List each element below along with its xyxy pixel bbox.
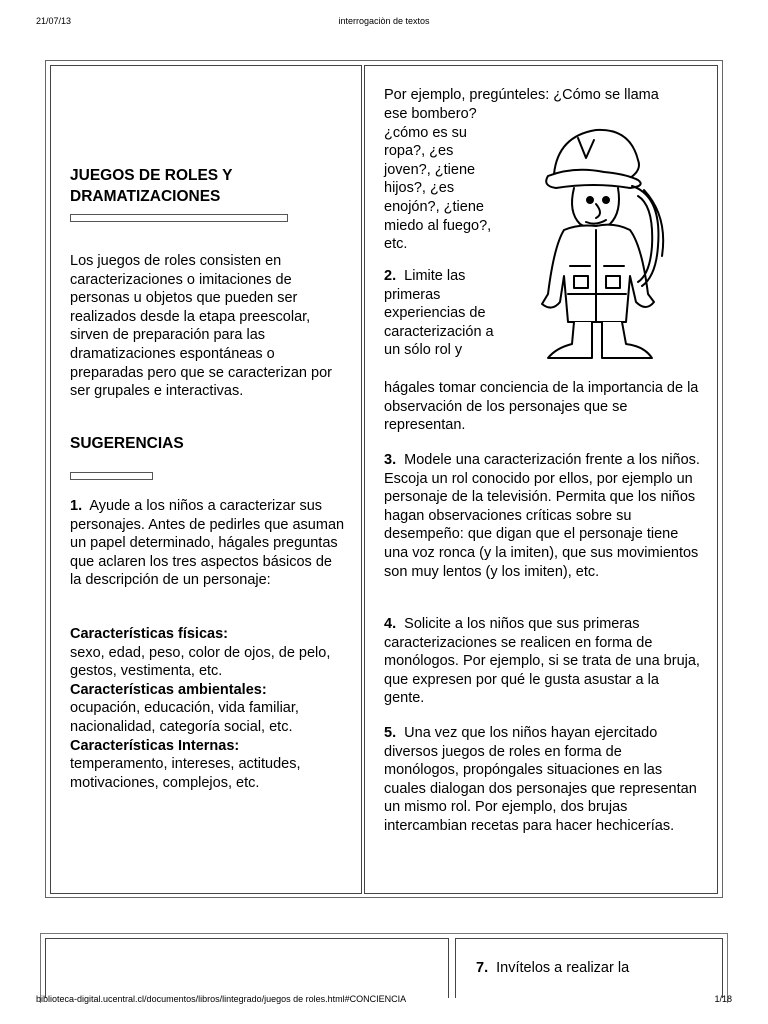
item-2-continued: hágales tomar conciencia de la importancia de la observación de los personajes que se representan. — [384, 380, 699, 434]
print-title: interrogaciòn de textos — [338, 16, 430, 26]
internas-label: Características Internas: — [70, 737, 240, 754]
fisicas-label: Características físicas: — [70, 626, 228, 642]
item-1-text: Ayude a los niños a caracterizar sus personajes. Antes de pedirles que asuman un papel determinado, hágales preguntas que aclaren los tres aspectos básicos de la descripción de un personaje: — [70, 498, 345, 589]
print-date: 21/07/13 — [36, 16, 72, 26]
item-7-text: Invítelos a realizar la — [496, 960, 630, 976]
item-1 — [70, 497, 345, 590]
print-header — [0, 16, 768, 36]
item-7 — [476, 960, 629, 976]
example-questions: ese bombero? ¿cómo es su ropa?, ¿es joven?, ¿tiene hijos?, ¿es enojón?, ¿tiene miedo al fuego?, etc. — [384, 106, 492, 253]
characteristics-list — [70, 625, 345, 792]
next-left-cell — [45, 938, 449, 998]
item-3 — [384, 451, 700, 581]
ambientales-text: ocupación, educación, vida familiar, nacionalidad, categoría social, etc. — [70, 700, 299, 735]
sugerencias-heading: SUGERENCIAS — [70, 435, 184, 452]
intro-paragraph: Los juegos de roles consisten en caracterizaciones o imitaciones de personas u objetos que pueden ser realizados desde la etapa preescolar, sirven de preparación para las dramatizaciones espontáneas o preparadas pero que se caracterizan por ser grupales e interactivas. — [70, 253, 332, 400]
fireman-illustration — [534, 126, 672, 364]
item-4-number: 4. — [384, 616, 397, 632]
item-3-text: Modele una caracterización frente a los niños. Escoja un rol conocido por ellos, por ejemplo un personaje de la televisión. Permita que los niños hagan observaciones críticas sobre su desempeño: que digan que el personaje tiene una voz ronca (y la imiten), que sus movimientos son muy lentos (y los imiten), etc. — [384, 452, 700, 580]
item-5 — [384, 724, 700, 836]
sugerencias-rule — [70, 472, 153, 480]
item-2-number: 2. — [384, 268, 397, 284]
item-4 — [384, 615, 700, 708]
print-url[interactable]: biblioteca-digital.ucentral.cl/documentos/libros/lintegrado/juegos de roles.html#CONCIENCIA — [36, 994, 407, 1004]
item-2-narrow — [384, 267, 502, 360]
item-1-number: 1. — [70, 498, 83, 514]
title-line-1: JUEGOS DE ROLES Y — [70, 167, 233, 184]
example-line-1: Por ejemplo, pregúnteles: ¿Cómo se llama — [384, 87, 659, 103]
item-5-text: Una vez que los niños hayan ejercitado diversos juegos de roles en forma de monólogos, propóngales situaciones en las cuales dialogan dos personajes que representan un mismo rol. Por ejemplo, dos brujas intercambian recetas para hacer hechicerías. — [384, 725, 697, 834]
item-2-text-start: Limite las primeras experiencias de caracterización a un sólo rol y — [384, 268, 494, 359]
ambientales-label: Características ambientales: — [70, 681, 267, 698]
item-4-text: Solicite a los niños que sus primeras caracterizaciones se realicen en forma de monólogos. Por ejemplo, si se trata de una bruja, que expresen por qué le gusta asustar a la gente. — [384, 616, 700, 707]
item-5-number: 5. — [384, 725, 397, 741]
item-3-number: 3. — [384, 452, 397, 468]
item-7-number: 7. — [476, 960, 489, 976]
print-footer — [0, 994, 768, 1014]
title-line-2: DRAMATIZACIONES — [70, 188, 221, 205]
print-page-number: 1/18 — [714, 994, 732, 1004]
title-rule — [70, 214, 288, 222]
fisicas-text: sexo, edad, peso, color de ojos, de pelo, gestos, vestimenta, etc. — [70, 644, 331, 680]
internas-text: temperamento, intereses, actitudes, motivaciones, complejos, etc. — [70, 756, 301, 791]
section-title — [70, 165, 233, 207]
